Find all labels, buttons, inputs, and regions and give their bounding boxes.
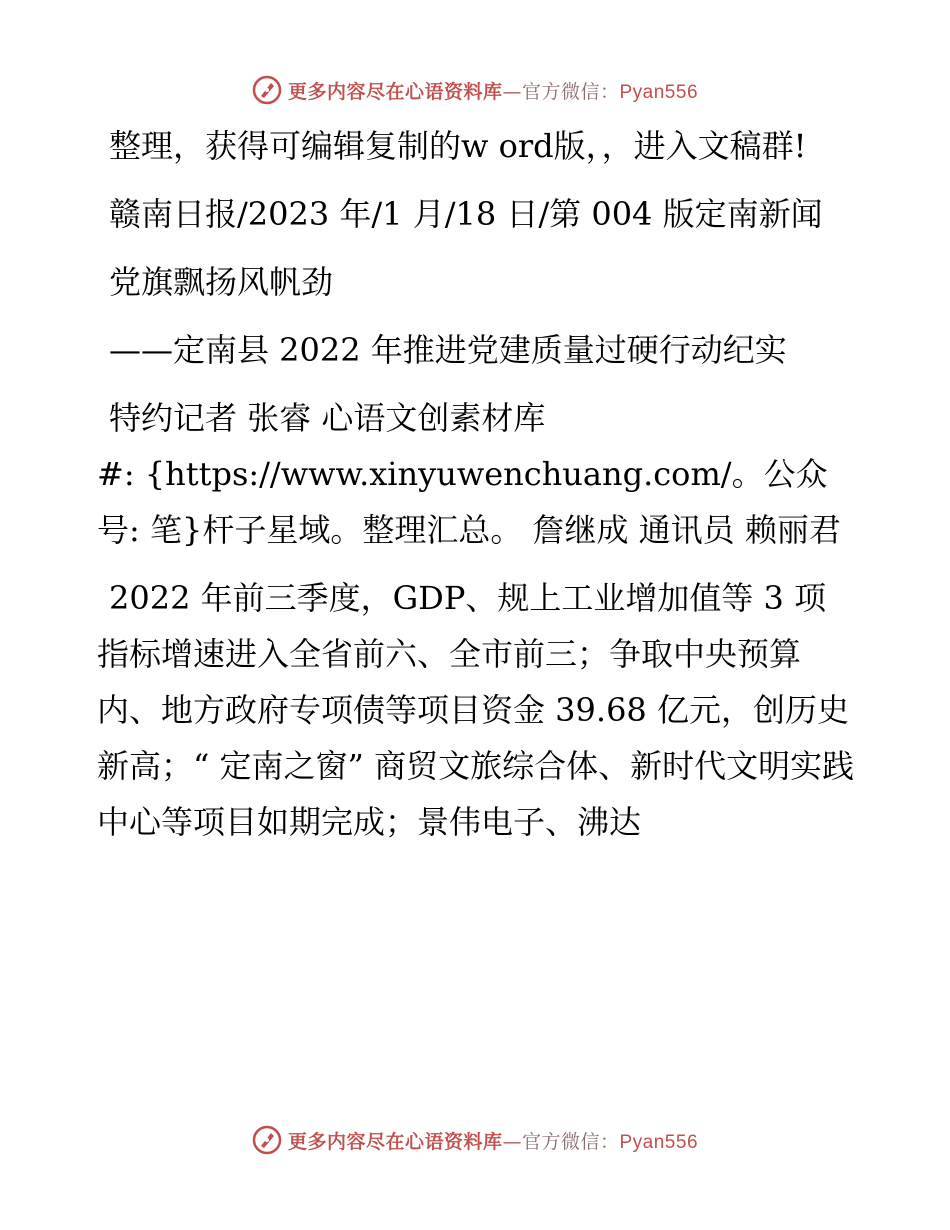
pen-nib-circle-icon xyxy=(252,1125,282,1155)
article-title: 党旗飘扬风帆劲 xyxy=(109,263,334,301)
watermark-wechat-label: 官方微信： xyxy=(521,80,620,103)
body-paragraph: 2022 年前三季度，GDP、规上工业增加值等 3 项指标增速进入全省前六、全市前三；争取中央预算内、地方政府专项债等项目资金 39.68 亿元，创历史新高；“ 定南之窗” 商贸文旅综合体、新时代文明实践中心等项目如期完成；景伟电子、沸达 xyxy=(97,579,855,841)
document-body xyxy=(97,118,857,862)
intro-paragraph: 整理，获得可编辑复制的w ord版，，进入文稿群! xyxy=(109,127,807,165)
byline-source: #: {https://www.xinyuwenchuang.com/。公众号: 笔}杆子星域。整理汇总。 詹继成 通讯员 赖丽君 xyxy=(97,455,841,549)
watermark-main: 更多内容尽在心语资料库 xyxy=(287,80,503,103)
watermark-footer xyxy=(0,1120,950,1160)
watermark-dash: — xyxy=(502,80,522,103)
watermark-text xyxy=(288,77,698,104)
watermark-wechat-id: Pyan556 xyxy=(619,1131,699,1153)
watermark-wechat-label: 官方微信： xyxy=(521,1130,620,1153)
watermark-header xyxy=(0,70,950,110)
watermark-wechat-id: Pyan556 xyxy=(619,81,699,103)
pen-nib-circle-icon xyxy=(252,75,282,105)
source-line: 赣南日报/2023 年/1 月/18 日/第 004 版定南新闻 xyxy=(109,195,823,233)
watermark-dash: — xyxy=(502,1130,522,1153)
article-subtitle: ——定南县 2022 年推进党建质量过硬行动纪实 xyxy=(109,331,787,369)
byline-reporter: 特约记者 张睿 心语文创素材库 xyxy=(109,399,546,437)
watermark-main: 更多内容尽在心语资料库 xyxy=(287,1130,503,1153)
watermark-text xyxy=(288,1127,698,1154)
